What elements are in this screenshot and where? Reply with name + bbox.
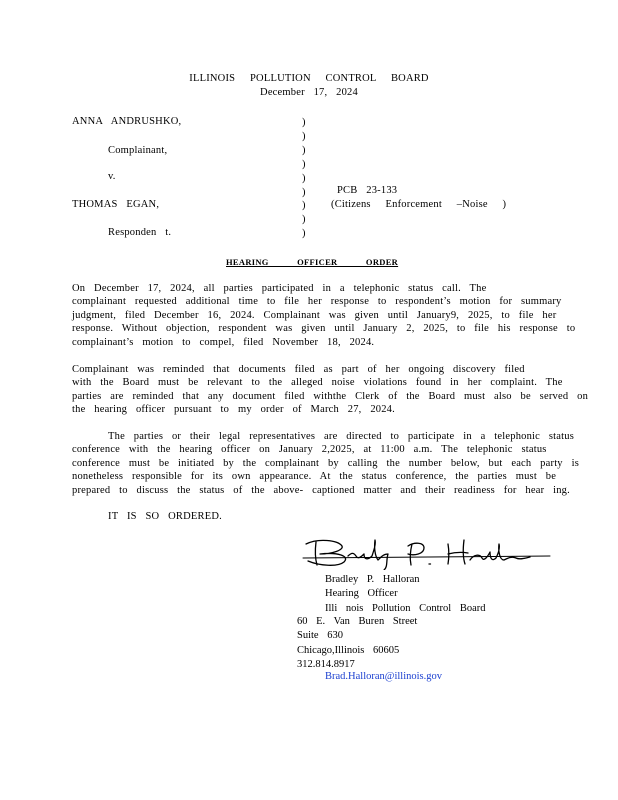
signature-image [298,534,554,570]
bracket: ) [302,214,306,226]
signer-info [325,573,486,616]
text-line: nonetheless responsible for its own appearance. At the status conference, the parties must be [72,471,557,483]
bracket: ) [302,228,306,240]
text-line: response. Without objection, respondent was given until January 2, 2025, to file his response to [72,323,576,335]
text-line: On December 17, 2024, all parties participated in a telephonic status call. The [72,283,487,294]
bracket: ) [302,117,306,128]
text-line: conference must be initiated by the complainant by calling the number below, but each party is [72,457,579,469]
caption-brackets [302,116,306,241]
text-line: parties are reminded that any document filed withthe Clerk of the Board must also be served on [72,390,589,402]
respondent-role: Responden t. [108,227,172,238]
case-type: (Citizens Enforcement –Noise ) [331,199,507,210]
text-line: prepared to discuss the status of the above- captioned matter and their readiness for hear ing. [72,484,570,496]
board-name: ILLINOIS POLLUTION CONTROL BOARD [189,73,429,84]
bracket: ) [302,200,306,212]
signer-agency: Illi nois Pollution Control Board [325,602,486,614]
text-line: Complainant was reminded that documents filed as part of her ongoing discovery filed [72,364,525,375]
text-line: The parties or their legal representatives are directed to participate in a telephonic status [108,431,574,442]
text-line: complainant requested additional time to file her response to respondent’s motion for summary [72,296,562,308]
phone-number: 312.814.8917 [297,658,355,670]
text-line: the hearing officer pursuant to my order of March 27, 2024. [72,404,395,416]
signer-title: Hearing Officer [325,588,398,600]
bracket: ) [302,172,306,184]
respondent-name: THOMAS EGAN, [72,199,160,210]
email-link[interactable]: Brad.Halloran@illinois.gov [325,671,442,682]
text-line: judgment, filed December 16, 2024. Complainant was given until January9, 2025, to file her [72,309,557,321]
text-line: complainant’s motion to compel, filed November 18, 2024. [72,336,375,348]
order-date: December 17, 2024 [260,87,358,98]
address-street: 60 E. Van Buren Street [297,616,418,627]
bracket: ) [302,144,306,156]
paragraph-3 [72,430,579,497]
bracket: ) [302,186,306,198]
address-city: Chicago,Illinois 60605 [297,644,400,656]
signer-address [297,615,417,672]
text-line: conference with the hearing officer on January 2,2025, at 11:00 a.m. The telephonic status [72,444,547,456]
signer-name: Bradley P. Halloran [325,574,420,585]
versus: v. [108,171,116,182]
complainant-name: ANNA ANDRUSHKO, [72,116,182,127]
paragraph-1 [72,282,576,349]
order-title: HEARING OFFICER ORDER [226,257,399,267]
bracket: ) [302,130,306,142]
text-line: with the Board must be relevant to the alleged noise violations found in her complaint. The [72,377,563,389]
complainant-role: Complainant, [108,145,168,156]
address-suite: Suite 630 [297,630,343,642]
paragraph-2 [72,363,589,417]
bracket: ) [302,158,306,170]
case-number: PCB 23-133 [337,185,398,196]
so-ordered: IT IS SO ORDERED. [108,511,222,522]
